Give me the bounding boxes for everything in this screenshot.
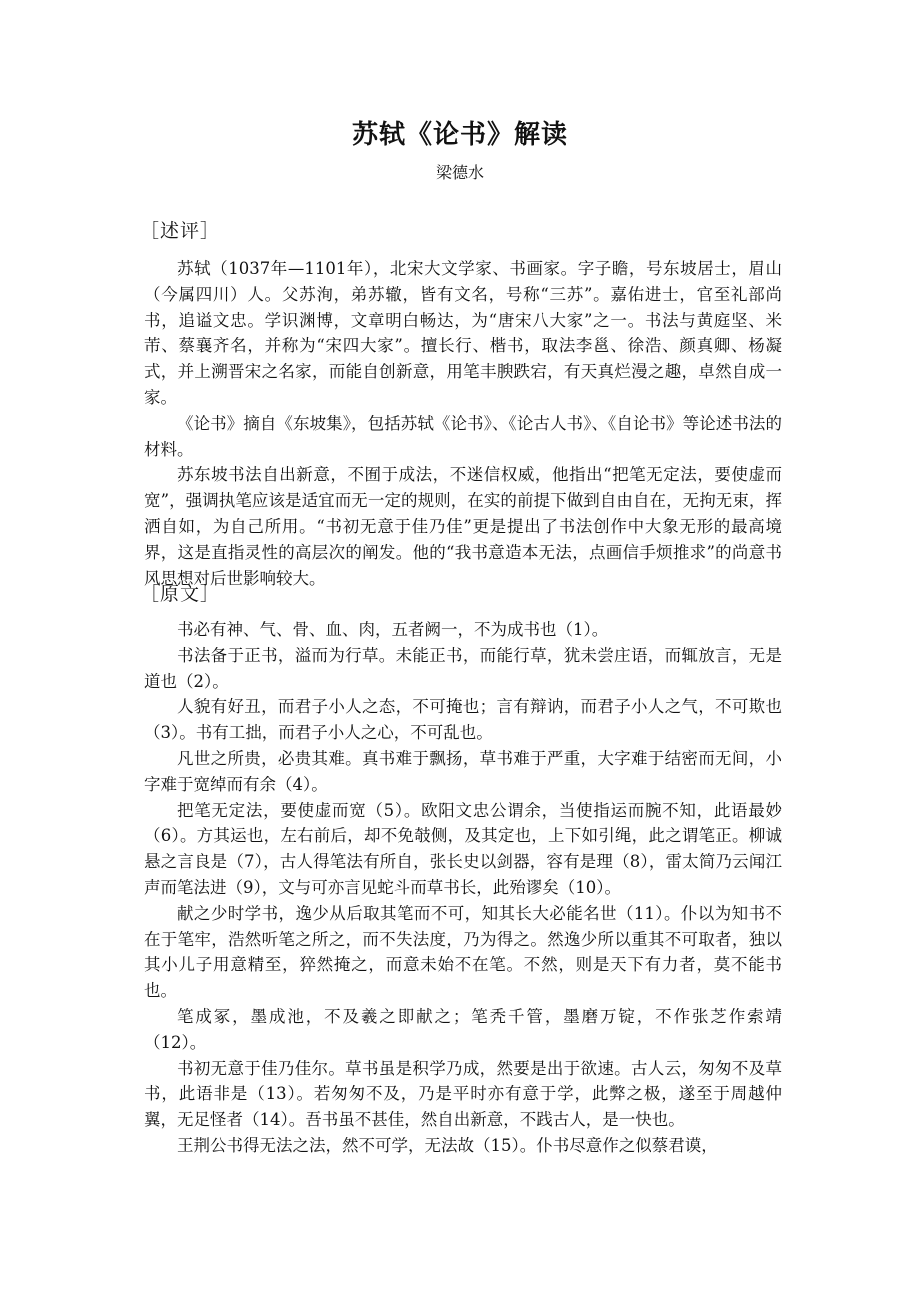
- paragraph: 苏轼（1037年—1101年），北宋大文学家、书画家。字子瞻，号东坡居士，眉山（今属四川）人。父苏洵，弟苏辙，皆有文名，号称“三苏”。嘉佑进士，官至礼部尚书，追谥文忠。学识渊博，文章明白畅达，为“唐宋八大家”之一。书法与黄庭坚、米芾、蔡襄齐名，并称为“宋四大家”。擅长行、楷书，取法李邕、徐浩、颜真卿、杨凝式，并上溯晋宋之名家，而能自创新意，用笔丰腴跌宕，有天真烂漫之趣，卓然自成一家。: [144, 259, 782, 407]
- author-name: 梁德水: [435, 163, 484, 182]
- paragraph: 《论书》摘自《东坡集》，包括苏轼《论书》、《论古人书》、《自论书》等论述书法的材料。: [144, 413, 782, 459]
- paragraph: 王荆公书得无法之法，然不可学，无法故（15）。仆书尽意作之似蔡君谟，: [177, 1135, 718, 1155]
- document-title: 苏轼《论书》解读: [351, 120, 568, 150]
- section-heading-review: ［述评］: [140, 220, 221, 242]
- paragraph: 人貌有好丑，而君子小人之态，不可掩也；言有辩讷，而君子小人之气，不可欺也（3）。书有工拙，而君子小人之心，不可乱也。: [144, 697, 782, 743]
- paragraph: 凡世之所贵，必贵其难。真书难于飘扬，草书难于严重，大字难于结密而无间，小字难于宽绰而有余（4）。: [144, 748, 782, 794]
- section-heading-original-text: ［原文］: [140, 583, 221, 605]
- section-original-body: [144, 617, 782, 1159]
- paragraph: 书必有神、气、骨、血、肉，五者阙一，不为成书也（1）。: [177, 620, 609, 639]
- paragraph: 献之少时学书，逸少从后取其笔而不可，知其长大必能名世（11）。仆以为知书不在于笔牢，浩然听笔之所之，而不失法度，乃为得之。然逸少所以重其不可取者，独以其小儿子用意精至，猝然掩之，而意未始不在笔。不然，则是天下有力者，莫不能书也。: [144, 903, 782, 1001]
- paragraph: 笔成冢，墨成池，不及羲之即献之；笔秃千管，墨磨万锭，不作张芝作索靖（12）。: [144, 1006, 782, 1052]
- paragraph: 书初无意于佳乃佳尔。草书虽是积学乃成，然要是出于欲速。古人云，匆匆不及草书，此语非是（13）。若匆匆不及，乃是平时亦有意于学，此弊之极，遂至于周越仲翼，无足怪者（14）。吾书虽不甚佳，然自出新意，不践古人，是一快也。: [144, 1058, 782, 1130]
- paragraph: 苏东坡书法自出新意，不囿于成法，不迷信权威，他指出“把笔无定法，要使虚而宽”，强调执笔应该是适宜而无一定的规则，在实的前提下做到自由自在，无拘无束，挥洒自如，为自己所用。“书初无意于佳乃佳”更是提出了书法创作中大象无形的最高境界，这是直指灵性的高层次的阐发。他的“我书意造本无法，点画信手烦推求”的尚意书风思想对后世影响较大。: [144, 465, 782, 588]
- paragraph: 书法备于正书，溢而为行草。未能正书，而能行草，犹未尝庄语，而辄放言，无是道也（2）。: [144, 645, 782, 691]
- section-review-body: [144, 256, 782, 591]
- paragraph: 把笔无定法，要使虚而宽（5）。欧阳文忠公谓余，当使指运而腕不知，此语最妙（6）。方其运也，左右前后，却不免攲侧，及其定也，上下如引绳，此之谓笔正。柳诚悬之言良是（7），古人得笔法有所自，张长史以剑器，容有是理（8），雷太简乃云闻江声而笔法进（9），文与可亦言见蛇斗而草书长，此殆谬矣（10）。: [144, 800, 782, 897]
